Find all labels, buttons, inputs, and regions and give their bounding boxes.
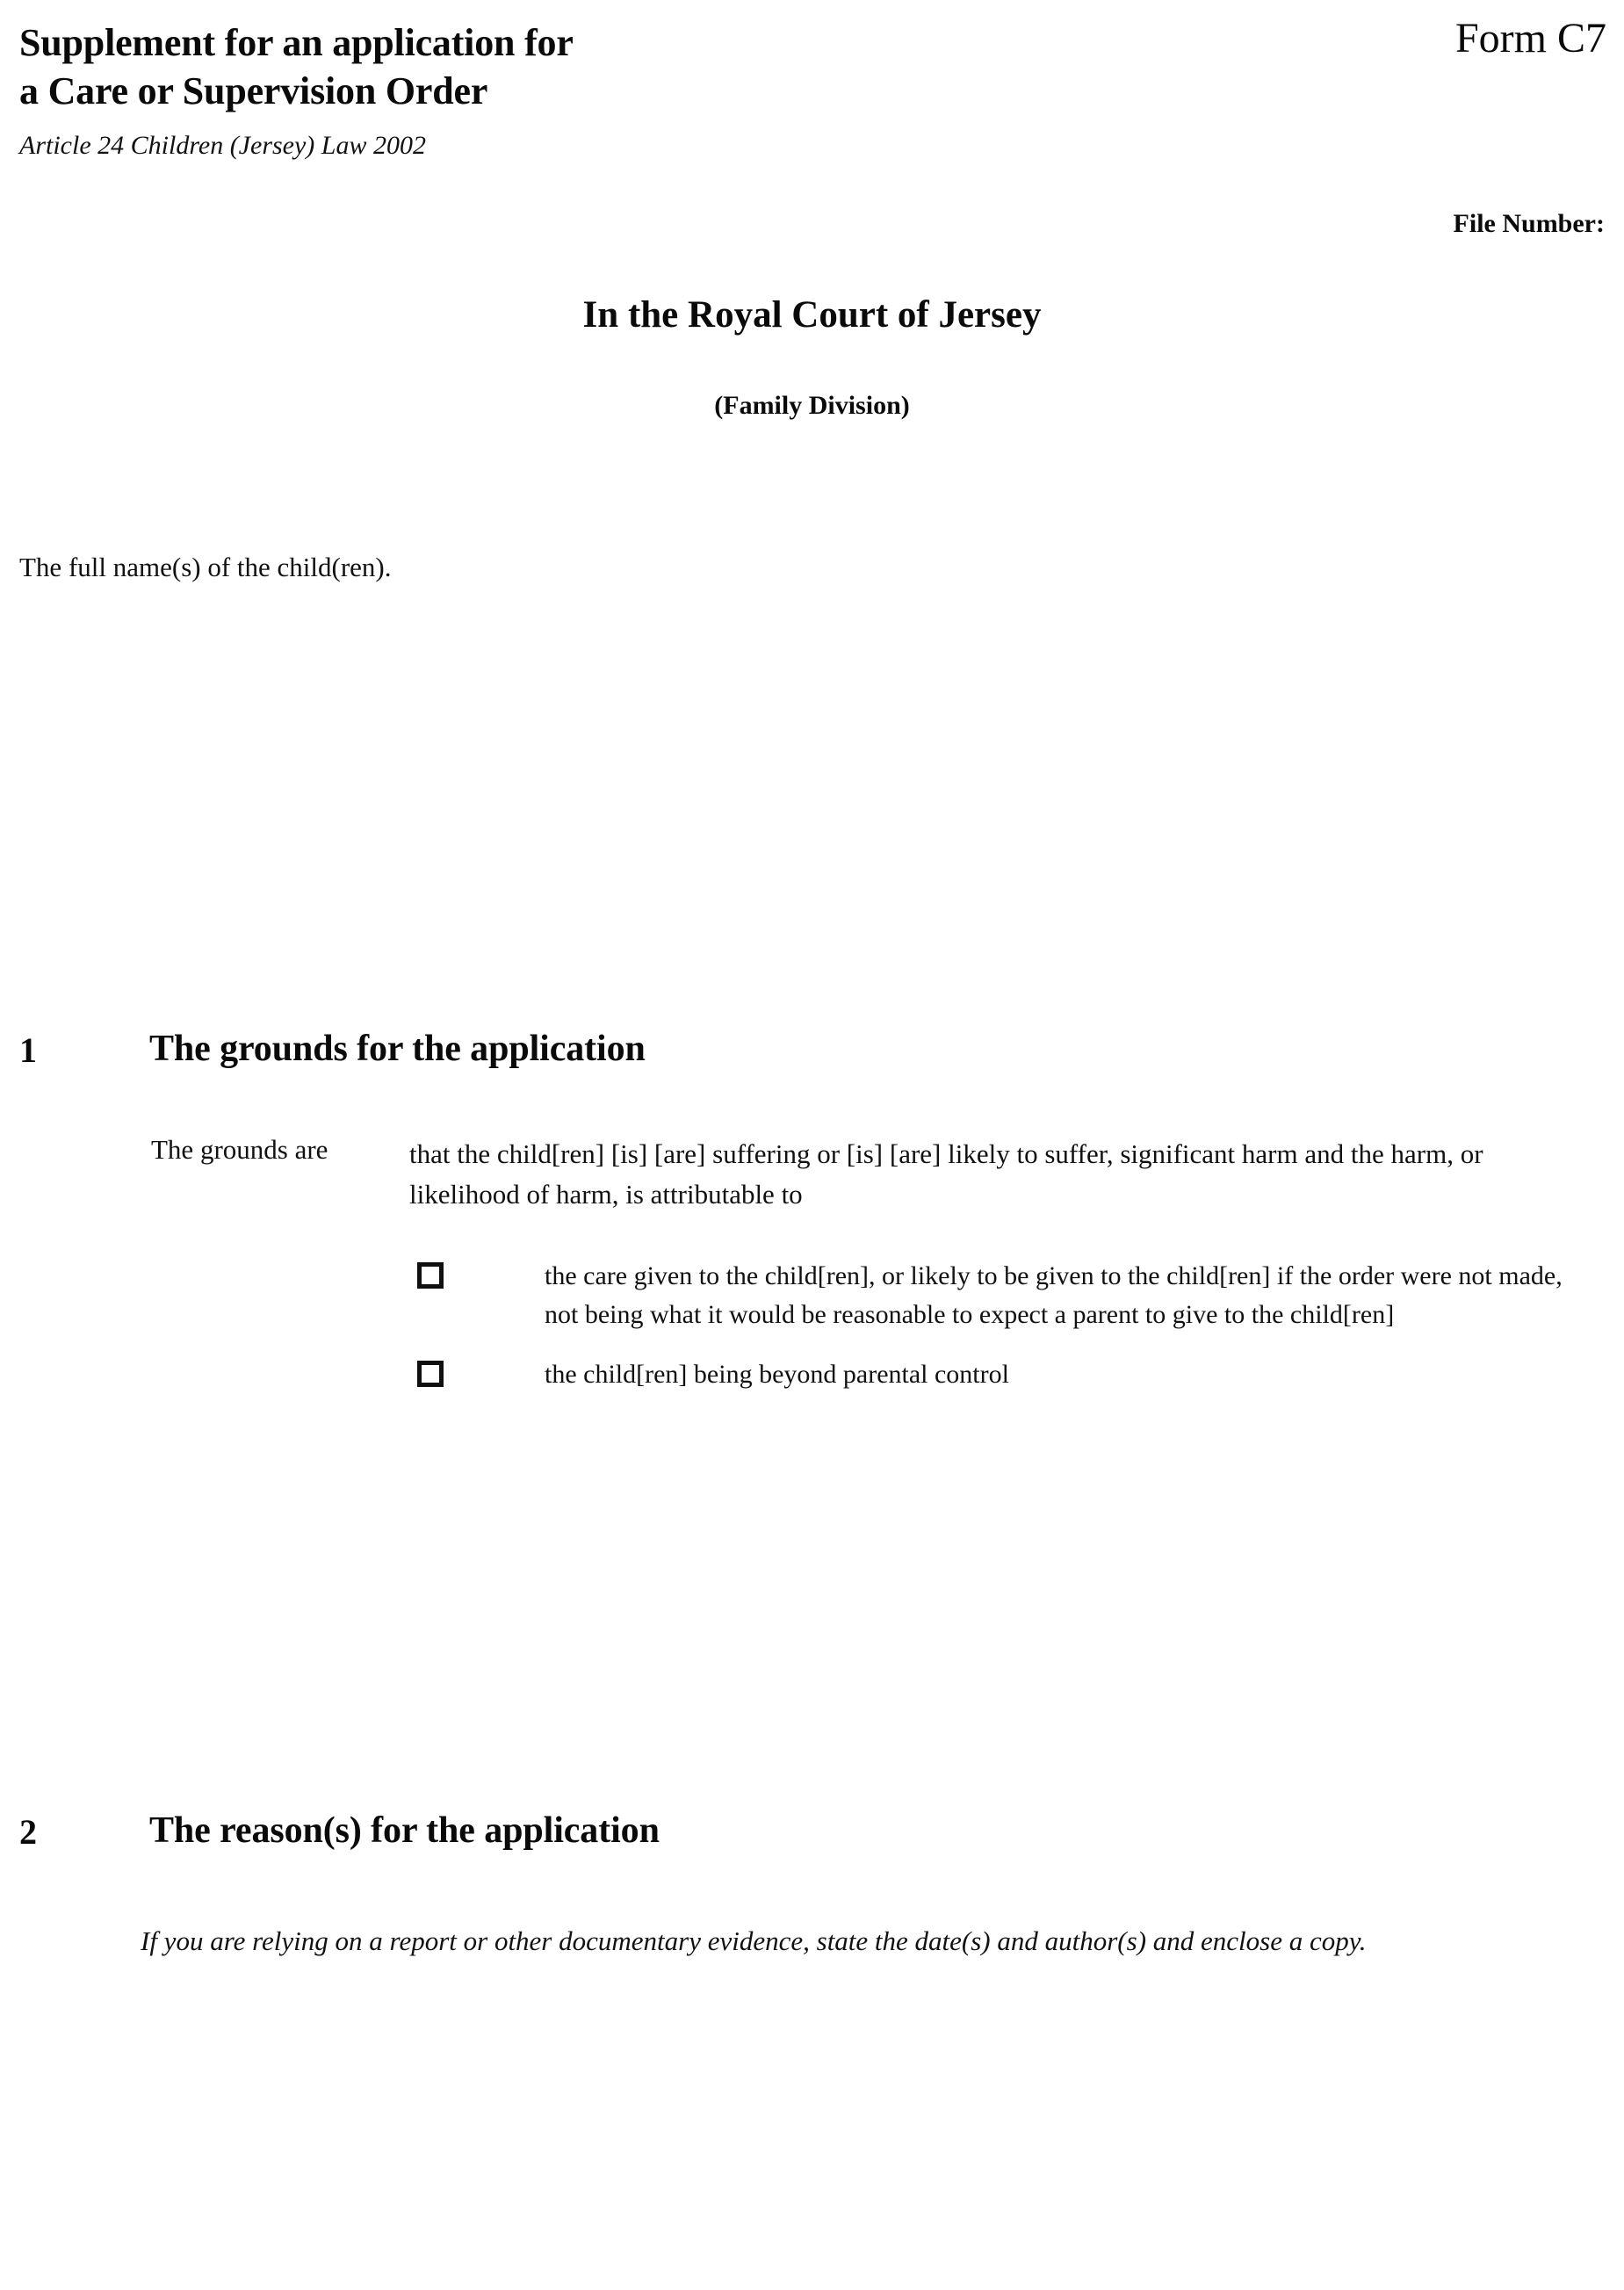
section-reasons-number: 2: [19, 1812, 37, 1852]
grounds-options-list: [0, 1257, 1624, 1415]
grounds-lead-text: that the child[ren] [is] [are] suffering or [is] [are] likely to suffer, significant harm and the harm, or likelihood of harm, is attributable to: [409, 1138, 1483, 1210]
document-subtitle: Article 24 Children (Jersey) Law 2002: [19, 131, 426, 160]
section-grounds-heading: [0, 1029, 1624, 1084]
section-reasons-heading: [0, 1811, 1624, 1866]
grounds-option-care-given[interactable]: [0, 1257, 1624, 1334]
checkbox-icon[interactable]: [417, 1361, 444, 1387]
grounds-lead-label: The grounds are: [151, 1134, 328, 1165]
section-grounds-number: 1: [19, 1030, 37, 1070]
grounds-option-label: the care given to the child[ren], or likely to be given to the child[ren] if the order were not made, not being what it would be reasonable to expect a parent to give to the child[ren]: [545, 1261, 1563, 1330]
child-names-label: The full name(s) of the child(ren).: [19, 552, 392, 582]
section-grounds-title: The grounds for the application: [149, 1029, 646, 1069]
grounds-option-label: the child[ren] being beyond parental control: [545, 1360, 1009, 1390]
section-reasons-title: The reason(s) for the application: [149, 1810, 660, 1851]
reasons-instruction-note: If you are relying on a report or other documentary evidence, state the date(s) and author(s) and enclose a copy.: [141, 1925, 1367, 1956]
document-title-line-1: Supplement for an application for: [19, 21, 574, 64]
reasons-input[interactable]: [141, 2029, 1594, 2275]
form-code: Form C7: [1454, 15, 1606, 61]
section-grounds: [0, 1029, 1624, 1390]
document-title-line-2: a Care or Supervision Order: [19, 69, 488, 112]
child-names-input[interactable]: [19, 594, 1592, 963]
checkbox-icon[interactable]: [417, 1262, 444, 1289]
document-title: [19, 19, 898, 115]
court-division: (Family Division): [714, 391, 910, 420]
grounds-option-beyond-parental-control[interactable]: [0, 1355, 1624, 1394]
court-name: In the Royal Court of Jersey: [582, 294, 1042, 336]
file-number-label: File Number:: [1453, 209, 1605, 238]
section-reasons: [0, 1810, 1624, 1956]
